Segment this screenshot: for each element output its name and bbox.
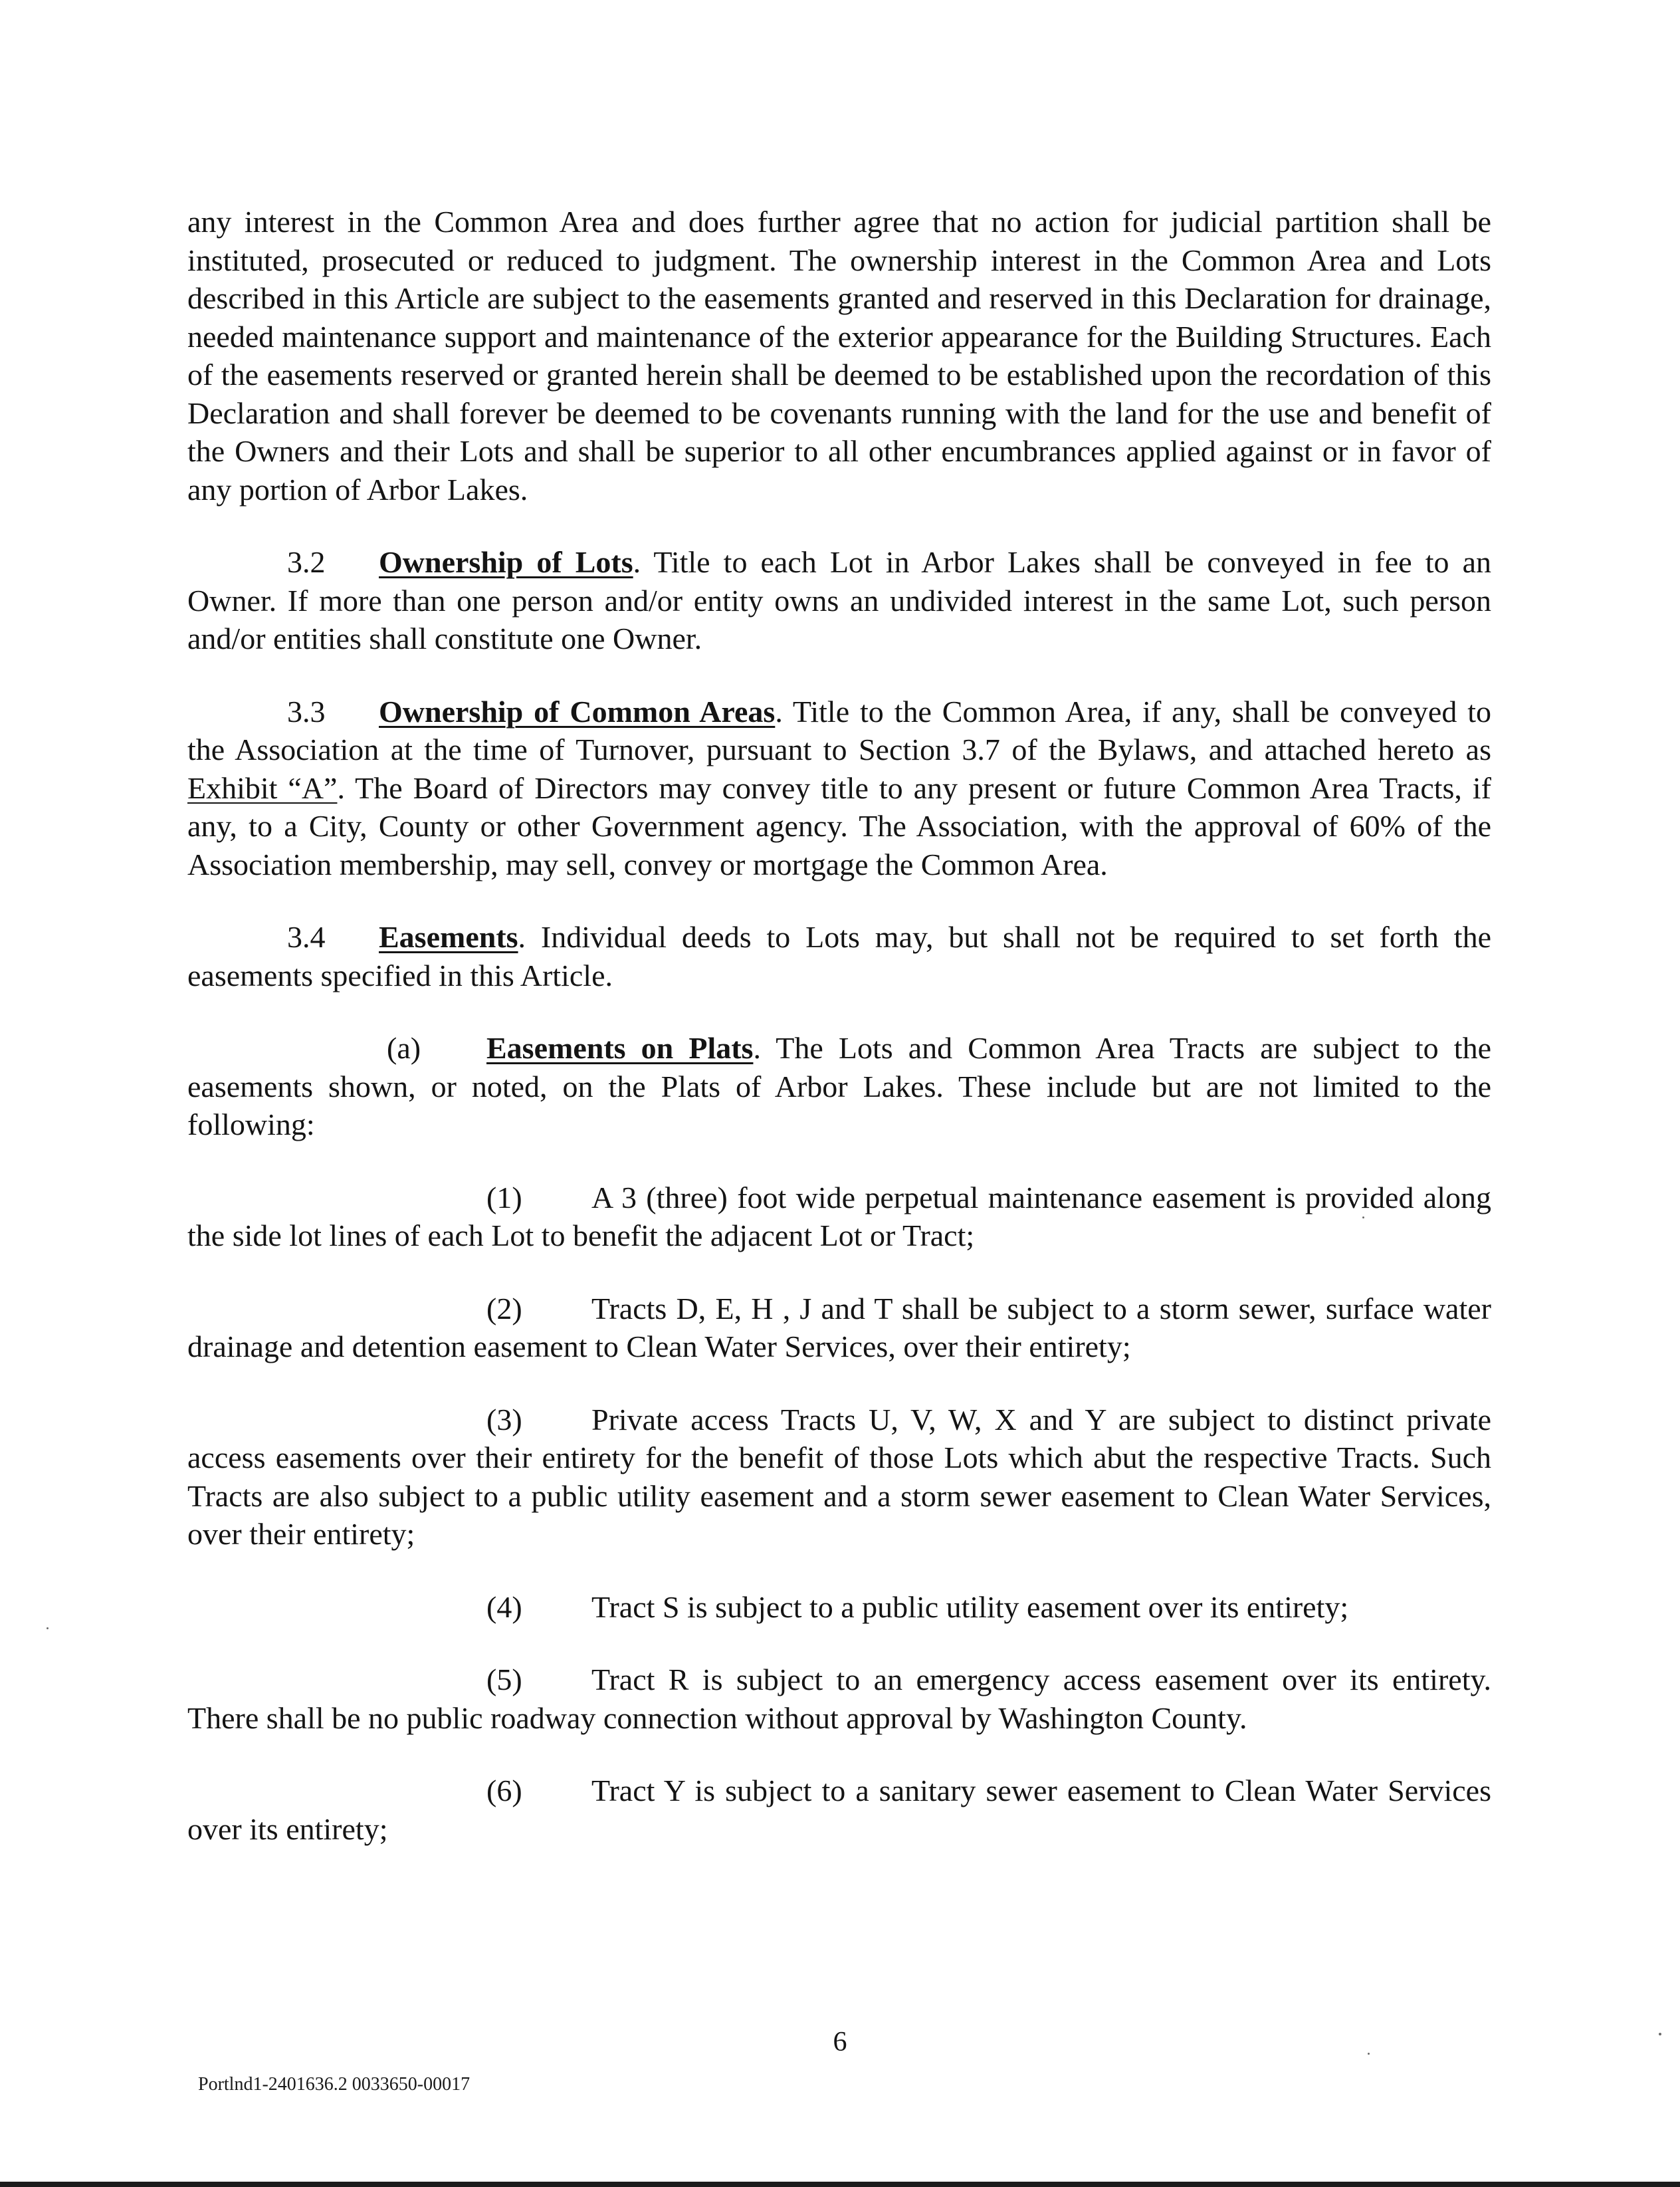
scan-edge-line <box>0 2182 1680 2187</box>
section-3-2-heading: Ownership of Lots <box>379 545 633 579</box>
section-3-4 <box>187 918 1491 994</box>
subsection-a-heading: Easements on Plats <box>486 1031 754 1065</box>
list-item-number: (4) <box>486 1589 522 1624</box>
list-item-number: (1) <box>486 1180 522 1214</box>
scan-speck <box>1368 2053 1370 2055</box>
intro-paragraph-text: any interest in the Common Area and does further agree that no action for judicial partition shall be instituted, prosecuted or reduced to judgment. The ownership interest in the Common Area and Lots described in this Article are subject to the easements granted and reserved in this Declaration for drainage, needed maintenance support and maintenance of the exterior appearance for the Building Structures. Each of the easements reserved or granted herein shall be deemed to be established upon the recordation of this Declaration and shall forever be deemed to be covenants running with the land for the use and benefit of the Owners and their Lots and shall be superior to all other encumbrances applied against or in favor of any portion of Arbor Lakes. <box>187 205 1491 507</box>
list-item <box>187 1290 1491 1366</box>
section-3-3-text-before: . Title to the Common Area, if any, shall be conveyed to the Association at the time of Turnover, pursuant to Section 3.7 of the Bylaws, and attached hereto as <box>187 694 1492 766</box>
document-body <box>187 203 1491 1883</box>
section-3-4-number: 3.4 <box>287 920 326 954</box>
subsection-a <box>187 1029 1491 1144</box>
list-item-number: (3) <box>486 1402 522 1437</box>
section-3-4-text: . Individual deeds to Lots may, but shall not be required to set forth the easements specified in this Article. <box>187 920 1491 992</box>
list-item <box>187 1179 1491 1255</box>
section-3-3-text-after: . The Board of Directors may convey title to any present or future Common Area Tracts, if any, to a City, County or other Government agency. The Association, with the approval of 60% of the Association membership, may sell, convey or mortgage the Common Area. <box>187 770 1491 881</box>
list-item-text: Tract R is subject to an emergency access easement over its entirety. There shall be no public roadway connection without approval by Washington County. <box>187 1663 1491 1735</box>
list-item-text: Tract S is subject to a public utility easement over its entirety; <box>591 1589 1349 1624</box>
scan-speck <box>1659 2033 1661 2035</box>
list-item-number: (6) <box>486 1774 522 1807</box>
section-3-2-number: 3.2 <box>287 545 326 579</box>
list-item-number: (5) <box>486 1663 522 1696</box>
section-3-3-number: 3.3 <box>287 694 326 729</box>
section-3-2-text: . Title to each Lot in Arbor Lakes shall be conveyed in fee to an Owner. If more than one person and/or entity owns an undivided interest in the same Lot, such person and/or entities shall constitute one Owner. <box>187 545 1491 655</box>
document-id: Portlnd1-2401636.2 0033650-00017 <box>198 2074 471 2095</box>
section-3-2 <box>187 543 1491 658</box>
subsection-a-number: (a) <box>387 1031 421 1065</box>
list-item <box>187 1661 1491 1737</box>
list-item-text: Tracts D, E, H , J and T shall be subject to a storm sewer, surface water drainage and detention easement to Clean Water Services, over their entirety; <box>187 1291 1491 1363</box>
page-number: 6 <box>833 2027 847 2057</box>
list-item-text: A 3 (three) foot wide perpetual maintenance easement is provided along the side lot lines of each Lot to benefit the adjacent Lot or Tract; <box>187 1180 1491 1252</box>
intro-paragraph <box>187 203 1491 509</box>
section-3-3-heading: Ownership of Common Areas <box>379 694 776 729</box>
exhibit-a-reference: Exhibit “A” <box>187 770 338 805</box>
section-3-4-heading: Easements <box>379 920 518 954</box>
list-item <box>187 1401 1491 1554</box>
scan-speck <box>47 1627 49 1629</box>
list-item <box>187 1588 1491 1627</box>
list-item-number: (2) <box>486 1291 522 1325</box>
subsection-a-text: . The Lots and Common Area Tracts are subject to the easements shown, or noted, on the Plats of Arbor Lakes. These include but are not limited to the following: <box>187 1031 1491 1141</box>
section-3-3 <box>187 693 1491 884</box>
list-item <box>187 1772 1491 1848</box>
list-item-text: Private access Tracts U, V, W, X and Y are subject to distinct private access easements over their entirety for the benefit of those Lots which abut the respective Tracts. Such Tracts are also subject to a public utility easement and a storm sewer easement to Clean Water Services, over their entirety; <box>187 1402 1491 1551</box>
scan-speck <box>1362 1216 1364 1218</box>
list-item-text: Tract Y is subject to a sanitary sewer easement to Clean Water Services over its entirety; <box>187 1774 1491 1846</box>
